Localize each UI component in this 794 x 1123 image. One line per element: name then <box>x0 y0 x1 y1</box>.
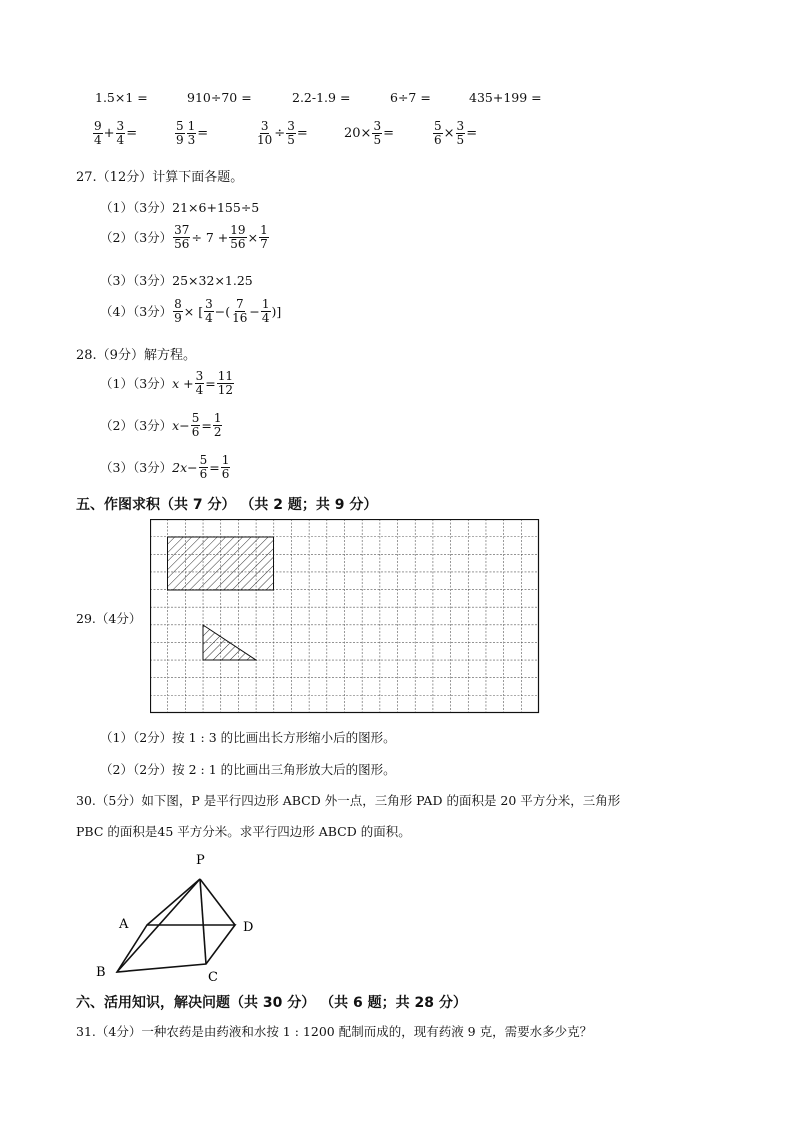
label-c: C <box>208 970 218 985</box>
q27-1: （1）（3分） 21×6+155÷5 <box>100 199 260 215</box>
label-a: A <box>119 917 129 932</box>
oral-5: 435+199 = <box>469 90 542 105</box>
line-pc <box>200 879 206 964</box>
line-pd <box>200 879 235 925</box>
oral-frac-3: $\frac{3}{10}$ ÷ $\frac{3}{5}$ = <box>257 119 308 147</box>
oral-4: 6÷7 = <box>390 90 431 105</box>
q28-title: 28.（9分）解方程。 <box>76 348 196 363</box>
oral-frac-2: $\frac{5}{9}$ $\frac{1}{3}$ = <box>176 119 209 147</box>
q27-2: （2）（3分） $\frac{37}{56}$ ÷ 7 + $\frac{19}{56}$ × $\frac{1}{7}$ <box>100 223 268 251</box>
sec6-title: 六、活用知识，解决问题（共 30 分） （共 6 题；共 28 分） <box>76 995 467 1011</box>
oral-2: 910÷70 = <box>187 90 252 105</box>
parallelogram-figure <box>90 848 270 988</box>
q27-4: （4）（3分） $\frac{8}{9}$ × [ $\frac{3}{4}$ −( $\frac{7}{16}$ − $\frac{1}{4}$ )] <box>100 297 282 325</box>
q29-grid-figure <box>150 519 540 714</box>
q30-line1: 30.（5分）如下图，P 是平行四边形 ABCD 外一点，三角形 PAD 的面积是 20 平方分米，三角形 <box>76 793 621 808</box>
oral-frac-4: 20× $\frac{3}{5}$ = <box>344 119 394 147</box>
q29-1: （1）（2分）按 1 : 3 的比画出长方形缩小后的图形。 <box>100 730 396 745</box>
oral-frac-1: $\frac{9}{4}$ + $\frac{3}{4}$ = <box>94 119 138 147</box>
q27-title: 27.（12分）计算下面各题。 <box>76 170 244 185</box>
q31: 31.（4分）一种农药是由药液和水按 1 : 1200 配制而成的，现有药液 9 克，需要水多少克？ <box>76 1024 593 1039</box>
label-d: D <box>243 920 254 935</box>
label-p: P <box>196 853 205 868</box>
oral-1: 1.5×1 = <box>95 90 148 105</box>
q29-label: 29.（4分） <box>76 611 142 626</box>
q28-2: （2）（3分） x− $\frac{5}{6}$ = $\frac{1}{2}$ <box>100 411 222 439</box>
oral-frac-5: $\frac{5}{6}$ × $\frac{3}{5}$ = <box>434 119 478 147</box>
line-pa <box>147 879 200 925</box>
parallelogram-abcd <box>117 925 235 972</box>
q29-2: （2）（2分）按 2 : 1 的比画出三角形放大后的图形。 <box>100 762 396 777</box>
oral-3: 2.2-1.9 = <box>292 90 351 105</box>
q30-line2: PBC 的面积是45 平方分米。求平行四边形 ABCD 的面积。 <box>76 824 411 839</box>
q28-1: （1）（3分） x + $\frac{3}{4}$ = $\frac{11}{12}$ <box>100 369 234 397</box>
sec5-title: 五、作图求积（共 7 分） （共 2 题；共 9 分） <box>76 497 378 513</box>
label-b: B <box>96 965 106 980</box>
q28-3: （3）（3分） 2x− $\frac{5}{6}$ = $\frac{1}{6}$ <box>100 453 230 481</box>
shaded-rectangle <box>168 537 274 590</box>
q27-3: （3）（3分） 25×32×1.25 <box>100 272 253 288</box>
